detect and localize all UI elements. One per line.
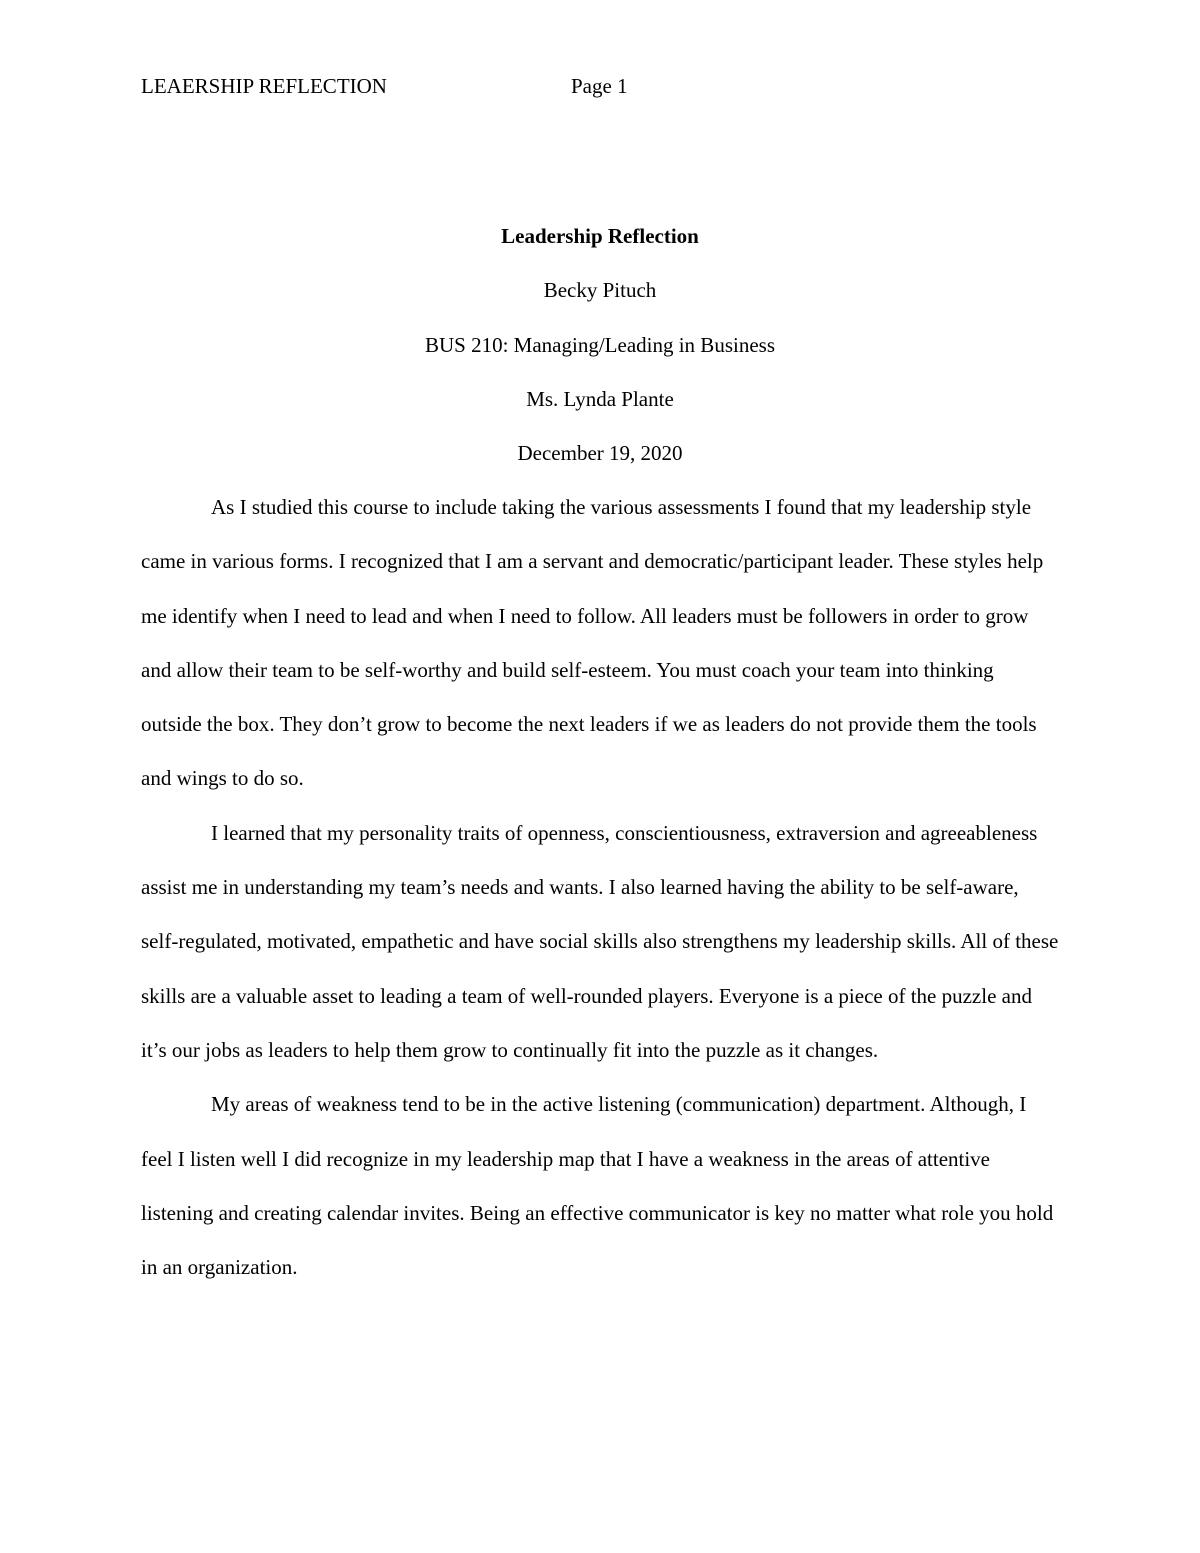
- instructor-name: Ms. Lynda Plante: [526, 386, 674, 411]
- page-number: Page 1: [571, 74, 628, 98]
- paragraph: My areas of weakness tend to be in the active listening (communication) department. Although, I feel I listen well I did recognize in my leadership map that I have a weakness in the areas of attentive listening and creating calendar invites. Being an effective communicator is key no matter what role you hold in an organization.: [141, 1092, 1054, 1280]
- author-name: Becky Pituch: [543, 278, 657, 303]
- title-block: [141, 209, 1059, 480]
- document-date: December 19, 2020: [517, 441, 683, 466]
- paragraph: As I studied this course to include taking the various assessments I found that my leadership style came in various forms. I recognized that I am a servant and democratic/participant leader. These styles help me identify when I need to lead and when I need to follow. All leaders must be followers in order to grow and allow their team to be self-worthy and build self-esteem. You must coach your team into thinking outside the box. They don’t grow to become the next leaders if we as leaders do not provide them the tools and wings to do so.: [141, 495, 1044, 791]
- course-name: BUS 210: Managing/Leading in Business: [425, 332, 775, 357]
- paragraph: I learned that my personality traits of openness, conscientiousness, extraversion and agreeableness assist me in understanding my team’s needs and wants. I also learned having the ability to be self-aware, self-regulated, motivated, empathetic and have social skills also strengthens my leadership skills. All of these skills are a valuable asset to leading a team of well-rounded players. Everyone is a piece of the puzzle and it’s our jobs as leaders to help them grow to continually fit into the puzzle as it changes.: [141, 820, 1059, 1062]
- document-title: Leadership Reflection: [501, 224, 699, 248]
- running-head: LEAERSHIP REFLECTION: [141, 74, 387, 98]
- document-body: [141, 480, 1059, 1294]
